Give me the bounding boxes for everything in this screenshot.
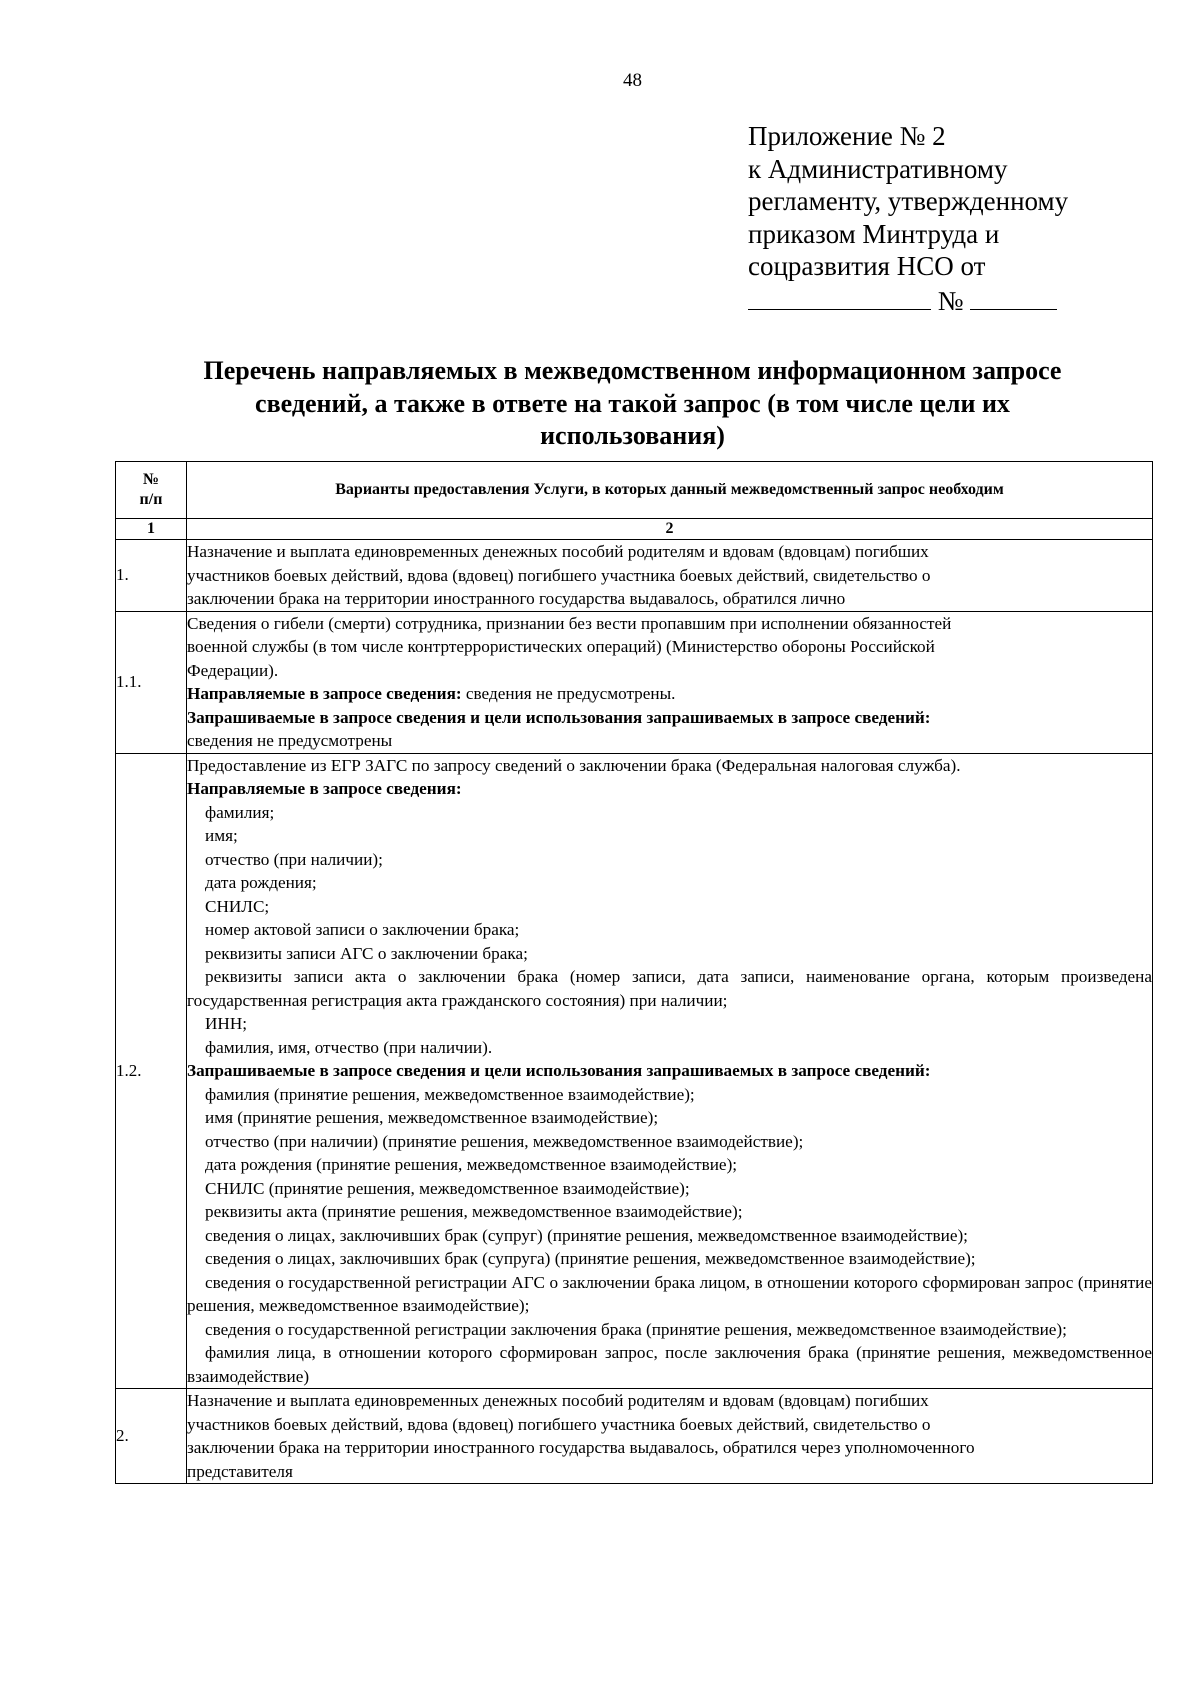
requested-info-label: Запрашиваемые в запросе сведения и цели использования запрашиваемых в запросе сведений: [187,707,931,727]
list-item: ИНН; [205,1014,248,1033]
text-line: заключении брака на территории иностранного государства выдавалось, обратился лично [187,589,846,608]
column-number: 2 [187,519,1153,540]
requested-info-label: Запрашиваемые в запросе сведения и цели использования запрашиваемых в запросе сведений: [187,1061,931,1080]
page-number: 48 [623,70,642,91]
text-line: Сведения о гибели (смерти) сотрудника, признании без вести пропавшим при исполнении обязанностей [187,613,952,633]
list-item: дата рождения; [205,873,317,892]
number-sign: № [937,285,964,316]
list-item: номер актовой записи о заключении брака; [205,920,520,939]
text-line: представителя [187,1461,293,1481]
row-number: 2. [116,1389,187,1484]
table-row [116,540,1153,612]
list-item: имя; [205,826,238,845]
appendix-line: приказом Минтруда и [748,218,1000,249]
sent-info-label: Направляемые в запросе сведения: [187,684,462,703]
number-blank [970,283,1057,310]
list-item: сведения о лицах, заключивших брак (супруг) (принятие решения, межведомственное взаимодействие); [205,1225,968,1245]
appendix-line: соцразвития НСО от [748,251,986,281]
list-item: отчество (при наличии) (принятие решения, межведомственное взаимодействие); [205,1131,804,1151]
table-row [116,611,1153,753]
row-number: 1.2. [116,753,187,1389]
list-item: отчество (при наличии); [205,849,383,869]
sent-info-value: сведения не предусмотрены. [461,684,676,703]
list-item: имя (принятие решения, межведомственное взаимодействие); [205,1108,659,1127]
appendix-block [748,120,1168,317]
appendix-line: регламенту, утвержденному [748,186,1069,216]
requests-table [115,461,1153,1484]
text-line: Назначение и выплата единовременных денежных пособий родителям и вдовам (вдовцам) погибших [187,1391,929,1410]
list-item: реквизиты записи акта о заключении брака (номер записи, дата записи, наименование органа, которым произведена государственная регистрация акта гражданского состояния) при наличии; [187,967,1152,1010]
requested-info-value: сведения не предусмотрены [187,731,393,750]
text-line: Назначение и выплата единовременных денежных пособий родителям и вдовам (вдовцам) погибших [187,542,929,561]
row-number: 1.1. [116,611,187,753]
table-row [116,753,1153,1389]
appendix-line: к Административному [748,153,1008,184]
title-line: сведений, а также в ответе на такой запрос (в том числе цели их [255,388,1010,418]
list-item: СНИЛС; [205,896,270,916]
header-number-sign: № [142,471,160,488]
column-numbering-row [116,519,1153,540]
row-content [187,611,1153,753]
list-item: фамилия лица, в отношении которого сформирован запрос, после заключения брака (принятие решения, межведомственное взаимодействие) [187,1343,1152,1386]
list-item: фамилия (принятие решения, межведомственное взаимодействие); [205,1084,695,1104]
list-item: сведения о государственной регистрации АГС о заключении брака лицом, в отношении которого сформирован запрос (принятие решения, межведомственное взаимодействие); [187,1272,1152,1315]
text-line: участников боевых действий, вдова (вдовец) погибшего участника боевых действий, свидетельство о [187,565,931,585]
text-line: участников боевых действий, вдова (вдовец) погибшего участника боевых действий, свидетельство о [187,1414,931,1434]
table-header-row [116,462,1153,519]
title-line: использования) [540,421,725,450]
table-row [116,1389,1153,1484]
row-content [187,1389,1153,1484]
appendix-line: Приложение № 2 [748,121,946,151]
header-number-cell [116,462,187,519]
appendix-date-number-line [748,283,1168,318]
row-number: 1. [116,540,187,612]
list-item: реквизиты акта (принятие решения, межведомственное взаимодействие); [205,1202,743,1221]
sent-info-line [187,682,1152,706]
row-content [187,753,1153,1389]
text-line: заключении брака на территории иностранного государства выдавалось, обратился через уполномоченного [187,1438,975,1457]
column-number: 1 [116,519,187,540]
header-number-abbr: п/п [139,491,163,508]
text-line: Предоставление из ЕГР ЗАГС по запросу сведений о заключении брака (Федеральная налоговая служба). [187,755,961,775]
list-item: фамилия, имя, отчество (при наличии). [205,1037,493,1057]
list-item: СНИЛС (принятие решения, межведомственное взаимодействие); [205,1178,690,1198]
list-item: фамилия; [205,802,275,822]
title-line: Перечень направляемых в межведомственном информационном запросе [203,356,1062,385]
text-line: Федерации). [187,660,279,680]
list-item: сведения о государственной регистрации заключения брака (принятие решения, межведомственное взаимодействие); [205,1319,1067,1339]
sent-info-label: Направляемые в запросе сведения: [187,779,462,798]
text-line: военной службы (в том числе контртеррористических операций) (Министерство обороны Российской [187,637,935,656]
header-variants-cell: Варианты предоставления Услуги, в которых данный межведомственный запрос необходим [187,462,1153,519]
row-content [187,540,1153,612]
list-item: сведения о лицах, заключивших брак (супруга) (принятие решения, межведомственное взаимодействие); [205,1249,976,1268]
list-item: дата рождения (принятие решения, межведомственное взаимодействие); [205,1155,738,1174]
list-item: реквизиты записи АГС о заключении брака; [205,943,528,963]
date-blank [748,283,931,310]
document-title [115,355,1150,453]
